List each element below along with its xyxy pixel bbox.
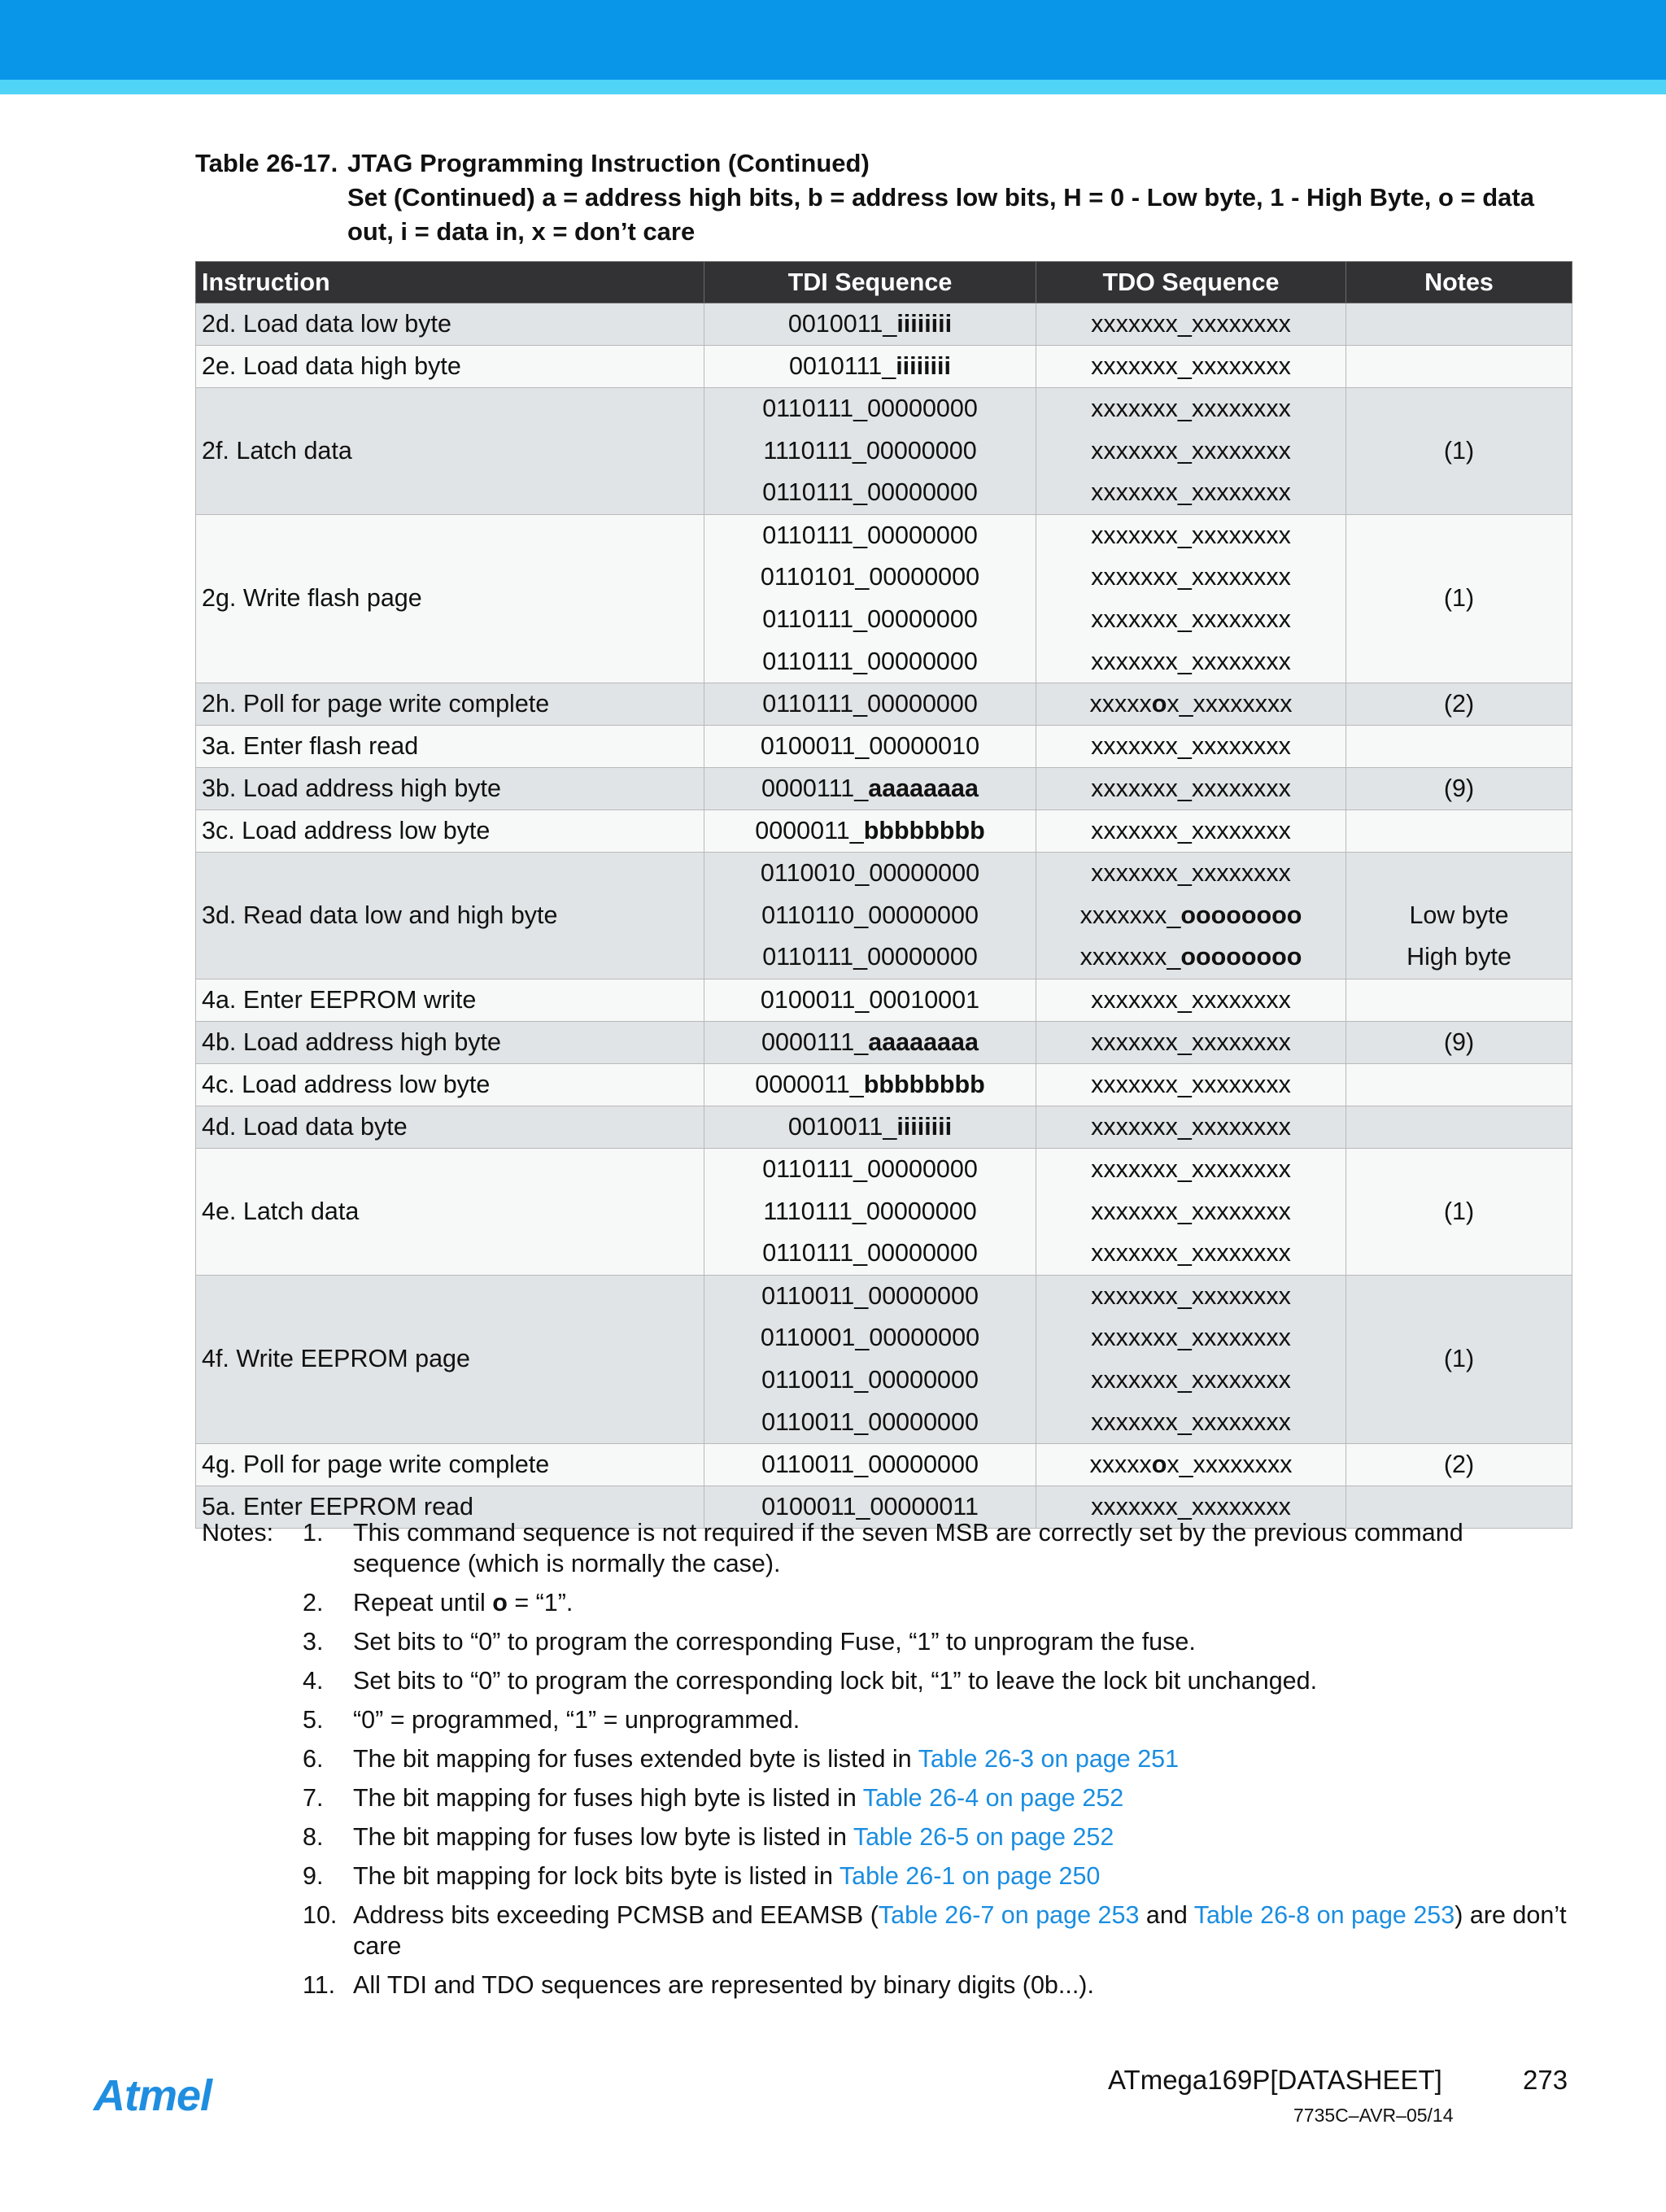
column-header-instruction: Instruction [196, 262, 704, 303]
note-item: 5. “0” = programmed, “1” = unprogrammed. [303, 1706, 800, 1734]
instruction-cell: 4d. Load data byte [196, 1106, 704, 1148]
tdo-cell: xxxxxxx_xxxxxxxx [1036, 1063, 1346, 1106]
instruction-cell: 4f. Write EEPROM page [196, 1275, 704, 1443]
table-row [196, 768, 1572, 810]
table-row [196, 1275, 1572, 1443]
instruction-cell: 4a. Enter EEPROM write [196, 979, 704, 1021]
notes-cell: (2) [1346, 1444, 1572, 1486]
tdi-cell: 0100011_00010001 [704, 979, 1036, 1021]
instruction-cell: 4g. Poll for page write complete [196, 1444, 704, 1486]
instruction-cell: 2f. Latch data [196, 388, 704, 515]
tdo-cell: xxxxxxx_xxxxxxxx [1036, 979, 1346, 1021]
table-row [196, 1106, 1572, 1148]
tdo-cell: xxxxxxx_xxxxxxxx [1036, 346, 1346, 388]
table-subtitle-line-2: out, i = data in, x = don’t care [347, 217, 696, 246]
tdi-cell: 0110011_00000000 0110001_00000000 0110011_00000000 0110011_00000000 [704, 1275, 1036, 1443]
instruction-cell: 4c. Load address low byte [196, 1063, 704, 1106]
tdi-cell: 0100011_00000011 [704, 1486, 1036, 1529]
notes-cell: (2) [1346, 683, 1572, 726]
note-item: 8. The bit mapping for fuses low byte is listed in Table 26-5 on page 252 [303, 1823, 1114, 1851]
instruction-cell: 3b. Load address high byte [196, 768, 704, 810]
instruction-cell: 3c. Load address low byte [196, 810, 704, 853]
note-item: 1. This command sequence is not required if the seven MSB are correctly set by the previous command sequence (which is normally the case). [303, 1519, 1463, 1577]
table-26-3-link[interactable]: Table 26-3 on page 251 [918, 1745, 1180, 1773]
column-header-tdi: TDI Sequence [704, 262, 1036, 303]
notes-cell: (9) [1346, 768, 1572, 810]
tdo-cell: xxxxxxx_xxxxxxxx xxxxxxx_xxxxxxxx xxxxxxx_xxxxxxxx xxxxxxx_xxxxxxxx [1036, 1275, 1346, 1443]
notes-cell: (1) [1346, 1148, 1572, 1275]
instruction-cell: 2h. Poll for page write complete [196, 683, 704, 726]
tdi-cell: 0100011_00000010 [704, 726, 1036, 768]
header-strip [0, 80, 1666, 94]
tdi-cell: 0000011_bbbbbbbb [704, 810, 1036, 853]
notes-cell: (1) [1346, 514, 1572, 683]
tdi-cell: 0110111_00000000 1110111_00000000 0110111_00000000 [704, 1148, 1036, 1275]
tdo-cell: xxxxxox_xxxxxxxx [1036, 683, 1346, 726]
note-item: 7. The bit mapping for fuses high byte is listed in Table 26-4 on page 252 [303, 1784, 1124, 1812]
tdi-cell: 0000111_aaaaaaaa [704, 1021, 1036, 1063]
note-item: 9. The bit mapping for lock bits byte is listed in Table 26-1 on page 250 [303, 1862, 1101, 1890]
table-26-8-link[interactable]: Table 26-8 on page 253 [1193, 1901, 1455, 1929]
column-header-tdo: TDO Sequence [1036, 262, 1346, 303]
table-row [196, 303, 1572, 346]
notes-cell [1346, 346, 1572, 388]
note-item: 2. Repeat until o = “1”. [303, 1589, 574, 1616]
tdo-cell: xxxxxxx_xxxxxxxx [1036, 1486, 1346, 1529]
notes-cell: (1) [1346, 388, 1572, 515]
notes-cell [1346, 1063, 1572, 1106]
table-row [196, 853, 1572, 979]
tdo-cell: xxxxxxx_xxxxxxxx [1036, 303, 1346, 346]
column-header-notes: Notes [1346, 262, 1572, 303]
notes-label: Notes: [202, 1519, 274, 1547]
instruction-cell: 2e. Load data high byte [196, 346, 704, 388]
tdo-cell: xxxxxxx_xxxxxxxx xxxxxxx_xxxxxxxx xxxxxxx_xxxxxxxx [1036, 388, 1346, 515]
table-subtitle-line-1: Set (Continued) a = address high bits, b = address low bits, H = 0 - Low byte, 1 - High Byte, o = data [347, 183, 1534, 212]
atmel-logo: Atmel [94, 2071, 212, 2120]
header-bar [0, 0, 1666, 80]
table-row [196, 979, 1572, 1021]
tdi-cell: 0010011_iiiiiiii [704, 1106, 1036, 1148]
notes-cell [1346, 1106, 1572, 1148]
notes-cell: Low byte High byte [1346, 853, 1572, 979]
note-item: 3. Set bits to “0” to program the corresponding Fuse, “1” to unprogram the fuse. [303, 1628, 1196, 1656]
tdi-cell: 0010011_iiiiiiii [704, 303, 1036, 346]
tdo-cell: xxxxxxx_xxxxxxxx [1036, 810, 1346, 853]
table-26-1-link[interactable]: Table 26-1 on page 250 [839, 1862, 1101, 1890]
notes-cell [1346, 303, 1572, 346]
notes-cell: (9) [1346, 1021, 1572, 1063]
jtag-instruction-table [195, 261, 1572, 1529]
instruction-cell: 3a. Enter flash read [196, 726, 704, 768]
notes-cell [1346, 979, 1572, 1021]
footer-document-title: ATmega169P[DATASHEET] [1108, 2065, 1442, 2095]
notes-cell [1346, 726, 1572, 768]
instruction-cell: 3d. Read data low and high byte [196, 853, 704, 979]
note-item: 6. The bit mapping for fuses extended byte is listed in Table 26-3 on page 251 [303, 1745, 1180, 1773]
table-row [196, 683, 1572, 726]
tdo-cell: xxxxxxx_xxxxxxxx xxxxxxx_xxxxxxxx xxxxxxx_xxxxxxxx xxxxxxx_xxxxxxxx [1036, 514, 1346, 683]
table-row [196, 1148, 1572, 1275]
note-item: 4. Set bits to “0” to program the corresponding lock bit, “1” to leave the lock bit unchanged. [303, 1667, 1318, 1695]
table-26-5-link[interactable]: Table 26-5 on page 252 [853, 1823, 1114, 1851]
table-26-4-link[interactable]: Table 26-4 on page 252 [862, 1784, 1124, 1812]
instruction-cell: 4e. Latch data [196, 1148, 704, 1275]
notes-cell: (1) [1346, 1275, 1572, 1443]
table-row [196, 1444, 1572, 1486]
note-item: 10. Address bits exceeding PCMSB and EEAMSB (Table 26-7 on page 253 and Table 26-8 on page 253) are don’t care [303, 1901, 1567, 1960]
table-row [196, 514, 1572, 683]
table-caption [195, 146, 1578, 249]
footer-document-code: 7735C–AVR–05/14 [1293, 2105, 1454, 2126]
table-header-row [196, 262, 1572, 303]
notes-cell [1346, 810, 1572, 853]
tdi-cell: 0000111_aaaaaaaa [704, 768, 1036, 810]
tdo-cell: xxxxxox_xxxxxxxx [1036, 1444, 1346, 1486]
instruction-cell: 5a. Enter EEPROM read [196, 1486, 704, 1529]
tdi-cell: 0010111_iiiiiiii [704, 346, 1036, 388]
instruction-cell: 2d. Load data low byte [196, 303, 704, 346]
tdi-cell: 0110011_00000000 [704, 1444, 1036, 1486]
tdo-cell: xxxxxxx_xxxxxxxx [1036, 726, 1346, 768]
tdo-cell: xxxxxxx_xxxxxxxx [1036, 1106, 1346, 1148]
table-row [196, 388, 1572, 515]
table-row [196, 1021, 1572, 1063]
tdo-cell: xxxxxxx_xxxxxxxx [1036, 768, 1346, 810]
table-row [196, 726, 1572, 768]
footer-page-number: 273 [1523, 2065, 1568, 2095]
table-row [196, 346, 1572, 388]
table-row [196, 1063, 1572, 1106]
tdi-cell: 0110010_00000000 0110110_00000000 0110111_00000000 [704, 853, 1036, 979]
table-row [196, 810, 1572, 853]
table-number: Table 26-17. [195, 149, 338, 177]
tdi-cell: 0000011_bbbbbbbb [704, 1063, 1036, 1106]
tdi-cell: 0110111_00000000 1110111_00000000 0110111_00000000 [704, 388, 1036, 515]
tdi-cell: 0110111_00000000 [704, 683, 1036, 726]
note-item: 11. All TDI and TDO sequences are represented by binary digits (0b...). [303, 1971, 1094, 1999]
tdo-cell: xxxxxxx_xxxxxxxx xxxxxxx_xxxxxxxx xxxxxxx_xxxxxxxx [1036, 1148, 1346, 1275]
tdi-cell: 0110111_00000000 0110101_00000000 0110111_00000000 0110111_00000000 [704, 514, 1036, 683]
table-title: JTAG Programming Instruction (Continued) [347, 149, 870, 177]
tdo-cell: xxxxxxx_xxxxxxxx xxxxxxx_oooooooo xxxxxxx_oooooooo [1036, 853, 1346, 979]
tdo-cell: xxxxxxx_xxxxxxxx [1036, 1021, 1346, 1063]
instruction-cell: 4b. Load address high byte [196, 1021, 704, 1063]
instruction-cell: 2g. Write flash page [196, 514, 704, 683]
table-26-7-link[interactable]: Table 26-7 on page 253 [878, 1901, 1140, 1929]
